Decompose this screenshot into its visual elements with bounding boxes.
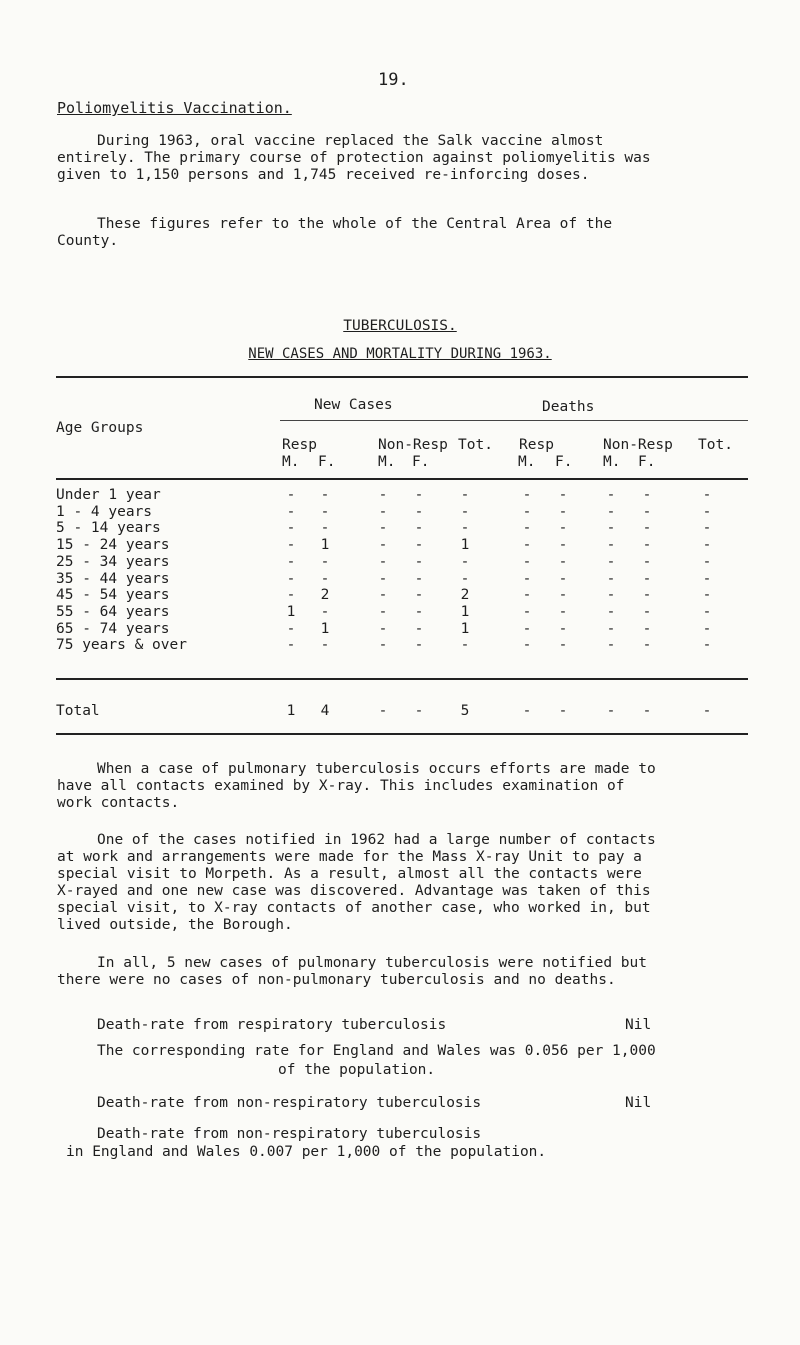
tb-title: TUBERCULOSIS. (343, 318, 457, 334)
table-cell: - (702, 587, 712, 603)
table-cell: - (460, 554, 470, 570)
f-header: F. (555, 454, 573, 470)
table-cell: - (320, 487, 330, 503)
age-group-label: 55 - 64 years (56, 604, 170, 620)
text-line: there were no cases of non-pulmonary tuberculosis and no deaths. (57, 972, 616, 988)
age-groups-header: Age Groups (56, 420, 144, 436)
table-cell: - (414, 554, 424, 570)
age-group-label: 5 - 14 years (56, 520, 161, 536)
table-cell: - (558, 504, 568, 520)
table-cell: - (642, 537, 652, 553)
text-line: work contacts. (57, 795, 180, 811)
m-header: M. (282, 454, 300, 470)
table-cell: - (522, 504, 532, 520)
table-cell: - (460, 504, 470, 520)
table-cell: - (606, 637, 616, 653)
table-cell: 1 (286, 604, 296, 620)
f-header: F. (318, 454, 336, 470)
table-cell: - (320, 504, 330, 520)
ew-nonresp-rate-line-2: in England and Wales 0.007 per 1,000 of the population. (66, 1144, 547, 1160)
section-heading: Poliomyelitis Vaccination. (57, 99, 292, 117)
table-cell: - (522, 637, 532, 653)
total-cell: - (378, 703, 388, 719)
table-cell: - (522, 554, 532, 570)
table-cell: - (606, 554, 616, 570)
total-label: Total (56, 703, 100, 719)
resp-deaths-header: Resp (519, 437, 554, 453)
polio-paragraph-2 (57, 216, 737, 250)
nonresp-death-rate-label: Death-rate from non-respiratory tuberculosis (97, 1095, 482, 1111)
table-cell: - (378, 587, 388, 603)
total-cell: 4 (320, 703, 330, 719)
mass-xray-paragraph (57, 832, 737, 934)
table-top-rule (56, 376, 748, 378)
table-cell: - (642, 604, 652, 620)
table-cell: 1 (320, 537, 330, 553)
table-cell: - (522, 587, 532, 603)
table-cell: - (286, 537, 296, 553)
age-group-label: 35 - 44 years (56, 571, 170, 587)
ew-resp-rate-line-2: of the population. (278, 1062, 436, 1078)
table-cell: - (414, 487, 424, 503)
text-line: special visit to Morpeth. As a result, almost all the contacts were (57, 866, 642, 882)
non-resp-deaths-header: Non-Resp (603, 437, 673, 453)
table-cell: - (414, 537, 424, 553)
total-cell: - (414, 703, 424, 719)
table-cell: - (558, 587, 568, 603)
table-cell: - (378, 637, 388, 653)
resp-header: Resp (282, 437, 317, 453)
table-cell: - (702, 637, 712, 653)
ew-resp-rate-line: The corresponding rate for England and Wales was 0.056 per 1,000 (97, 1043, 656, 1059)
resp-death-rate-label: Death-rate from respiratory tuberculosis (97, 1017, 447, 1033)
table-cell: - (702, 504, 712, 520)
table-cell: - (320, 520, 330, 536)
table-cell: - (558, 571, 568, 587)
table-cell: - (642, 520, 652, 536)
table-cell: - (606, 621, 616, 637)
contacts-paragraph (57, 761, 737, 812)
tb-subtitle: NEW CASES AND MORTALITY DURING 1963. (248, 346, 552, 362)
table-cell: - (320, 571, 330, 587)
polio-paragraph-1 (57, 133, 737, 184)
total-cell: - (642, 703, 652, 719)
total-cell: - (558, 703, 568, 719)
table-cell: - (286, 637, 296, 653)
table-cell: - (702, 537, 712, 553)
table-cell: - (642, 637, 652, 653)
total-cell: 1 (286, 703, 296, 719)
total-cell: - (522, 703, 532, 719)
table-cell: - (460, 637, 470, 653)
nonresp-death-rate-value: Nil (625, 1095, 652, 1111)
table-cell: - (320, 554, 330, 570)
age-group-label: 65 - 74 years (56, 621, 170, 637)
table-cell: - (558, 487, 568, 503)
text-line: special visit, to X-ray contacts of another case, who worked in, but (57, 900, 651, 916)
table-cell: - (378, 604, 388, 620)
table-cell: - (286, 487, 296, 503)
table-cell: - (642, 621, 652, 637)
total-cell: 5 (460, 703, 470, 719)
table-cell: - (702, 571, 712, 587)
table-cell: - (522, 621, 532, 637)
table-bottom-rule (56, 733, 748, 735)
table-cell: - (558, 554, 568, 570)
table-cell: - (378, 554, 388, 570)
table-cell: - (702, 554, 712, 570)
text-line: These figures refer to the whole of the Central Area of the (97, 216, 613, 232)
table-cell: - (606, 571, 616, 587)
table-cell: - (642, 554, 652, 570)
table-cell: 1 (460, 621, 470, 637)
table-cell: - (558, 604, 568, 620)
f-header: F. (638, 454, 656, 470)
age-group-label: 15 - 24 years (56, 537, 170, 553)
non-resp-header: Non-Resp (378, 437, 448, 453)
age-group-label: 45 - 54 years (56, 587, 170, 603)
table-cell: - (378, 504, 388, 520)
table-cell: 1 (460, 537, 470, 553)
table-cell: - (522, 487, 532, 503)
table-cell: 2 (320, 587, 330, 603)
m-header: M. (518, 454, 536, 470)
table-cell: - (522, 571, 532, 587)
m-header: M. (378, 454, 396, 470)
table-cell: - (286, 504, 296, 520)
total-cell: - (702, 703, 712, 719)
table-cell: - (558, 621, 568, 637)
table-cell: - (414, 604, 424, 620)
text-line: have all contacts examined by X-ray. This includes examination of (57, 778, 625, 794)
table-cell: - (606, 537, 616, 553)
text-line: given to 1,150 persons and 1,745 received re-inforcing doses. (57, 167, 590, 183)
table-cell: - (642, 504, 652, 520)
table-cell: - (460, 487, 470, 503)
table-cell: - (522, 604, 532, 620)
table-cell: - (606, 604, 616, 620)
table-cell: - (642, 571, 652, 587)
table-cell: - (522, 537, 532, 553)
table-cell: - (558, 637, 568, 653)
table-cell: - (320, 604, 330, 620)
text-line: entirely. The primary course of protection against poliomyelitis was (57, 150, 651, 166)
m-header: M. (603, 454, 621, 470)
table-cell: - (378, 487, 388, 503)
table-cell: - (414, 504, 424, 520)
table-cell: - (320, 637, 330, 653)
age-group-label: 1 - 4 years (56, 504, 153, 520)
table-cell: - (286, 587, 296, 603)
new-cases-header: New Cases (314, 397, 393, 413)
table-cell: - (460, 520, 470, 536)
text-line: One of the cases notified in 1962 had a large number of contacts (97, 832, 656, 848)
table-cell: - (460, 571, 470, 587)
summary-paragraph (57, 955, 737, 989)
text-line: at work and arrangements were made for the Mass X-ray Unit to pay a (57, 849, 642, 865)
table-cell: - (558, 520, 568, 536)
table-cell: - (702, 520, 712, 536)
table-cell: - (378, 537, 388, 553)
resp-death-rate-value: Nil (625, 1017, 652, 1033)
table-cell: - (558, 537, 568, 553)
table-cell: - (414, 520, 424, 536)
table-cell: - (414, 637, 424, 653)
table-cell: - (642, 487, 652, 503)
table-cell: - (702, 621, 712, 637)
table-cell: - (286, 571, 296, 587)
header-bottom-rule (56, 478, 748, 480)
ew-nonresp-rate-line: Death-rate from non-respiratory tuberculosis (97, 1126, 482, 1142)
table-cell: 2 (460, 587, 470, 603)
table-cell: - (286, 621, 296, 637)
age-group-label: 75 years & over (56, 637, 187, 653)
table-cell: - (522, 520, 532, 536)
table-cell: - (642, 587, 652, 603)
f-header: F. (412, 454, 430, 470)
text-line: X-rayed and one new case was discovered. Advantage was taken of this (57, 883, 651, 899)
table-cell: 1 (320, 621, 330, 637)
table-cell: - (286, 520, 296, 536)
table-cell: - (378, 571, 388, 587)
text-line: When a case of pulmonary tuberculosis occurs efforts are made to (97, 761, 656, 777)
tot-deaths-header: Tot. (698, 437, 733, 453)
table-cell: - (378, 520, 388, 536)
tot-header: Tot. (458, 437, 493, 453)
table-cell: - (414, 621, 424, 637)
text-line: In all, 5 new cases of pulmonary tuberculosis were notified but (97, 955, 647, 971)
deaths-header: Deaths (542, 399, 595, 415)
table-cell: - (702, 604, 712, 620)
header-rule (280, 420, 748, 421)
total-cell: - (606, 703, 616, 719)
table-cell: - (414, 587, 424, 603)
table-cell: - (378, 621, 388, 637)
page-number: 19. (378, 70, 409, 90)
table-cell: 1 (460, 604, 470, 620)
table-cell: - (606, 520, 616, 536)
text-line: During 1963, oral vaccine replaced the Salk vaccine almost (97, 133, 604, 149)
text-line: County. (57, 233, 119, 249)
total-top-rule (56, 678, 748, 680)
table-cell: - (606, 587, 616, 603)
age-group-label: 25 - 34 years (56, 554, 170, 570)
table-cell: - (702, 487, 712, 503)
table-cell: - (606, 504, 616, 520)
table-cell: - (286, 554, 296, 570)
table-cell: - (606, 487, 616, 503)
text-line: lived outside, the Borough. (57, 917, 293, 933)
age-group-label: Under 1 year (56, 487, 161, 503)
table-cell: - (414, 571, 424, 587)
